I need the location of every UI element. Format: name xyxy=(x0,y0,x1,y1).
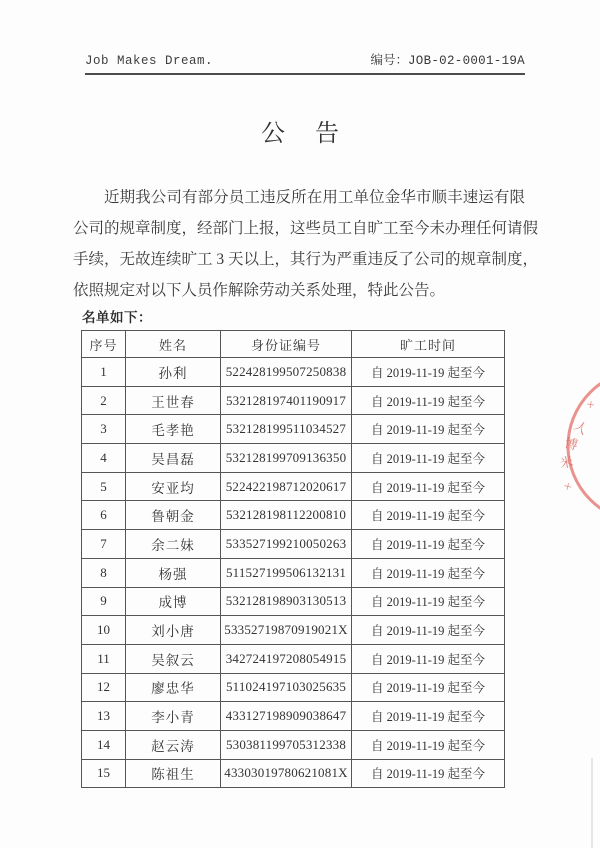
id-number: 511527199506132131 xyxy=(221,558,352,587)
employee-name: 王世春 xyxy=(126,386,221,415)
scanner-edge-artifact xyxy=(591,758,593,848)
id-number: 43303019780621081X xyxy=(221,759,352,788)
employee-name: 陈祖生 xyxy=(126,759,221,788)
row-number: 13 xyxy=(82,702,126,731)
table-row xyxy=(82,587,505,616)
row-number: 15 xyxy=(82,759,126,788)
roster-table xyxy=(81,330,505,788)
id-number: 532128198112200810 xyxy=(221,501,352,530)
roster-list-label: 名单如下： xyxy=(82,310,152,325)
employee-name: 孙利 xyxy=(126,358,221,387)
roster-table-body xyxy=(82,358,505,788)
id-number: 533527199210050263 xyxy=(221,530,352,559)
letterhead xyxy=(85,50,525,75)
row-number: 9 xyxy=(82,587,126,616)
seal-rim-character: 米 xyxy=(558,453,575,471)
id-number: 53352719870919021X xyxy=(221,616,352,645)
row-number: 3 xyxy=(82,415,126,444)
table-row xyxy=(82,530,505,559)
absence-period: 自 2019-11-19 起至今 xyxy=(352,702,505,731)
table-header-row xyxy=(82,331,505,358)
employee-name: 吴叙云 xyxy=(126,644,221,673)
paragraph-line: 近期我公司有部分员工违反所在用工单位金华市顺丰速运有限 xyxy=(104,189,525,206)
id-number: 532128199511034527 xyxy=(221,415,352,444)
table-row xyxy=(82,358,505,387)
employee-name: 安亚均 xyxy=(126,472,221,501)
seal-rim-character: 人 xyxy=(571,417,591,438)
employee-name: 成博 xyxy=(126,587,221,616)
absence-period: 自 2019-11-19 起至今 xyxy=(352,444,505,473)
employee-name: 赵云涛 xyxy=(126,730,221,759)
employee-name: 廖忠华 xyxy=(126,673,221,702)
row-number: 8 xyxy=(82,558,126,587)
row-number: 1 xyxy=(82,358,126,387)
id-number: 522428199507250838 xyxy=(221,358,352,387)
absence-period: 自 2019-11-19 起至今 xyxy=(352,472,505,501)
id-number: 532128199709136350 xyxy=(221,444,352,473)
employee-name: 毛孝艳 xyxy=(126,415,221,444)
page-title: 公 告 xyxy=(261,121,351,147)
absence-period: 自 2019-11-19 起至今 xyxy=(352,644,505,673)
id-number: 530381199705312338 xyxy=(221,730,352,759)
absence-period: 自 2019-11-19 起至今 xyxy=(352,759,505,788)
paragraph-line: 手续，无故连续旷工 3 天以上，其行为严重违反了公司的规章制度， xyxy=(73,251,539,268)
absence-period: 自 2019-11-19 起至今 xyxy=(352,530,505,559)
table-row xyxy=(82,415,505,444)
row-number: 4 xyxy=(82,444,126,473)
id-number: 522422198712020617 xyxy=(221,472,352,501)
absence-period: 自 2019-11-19 起至今 xyxy=(352,386,505,415)
table-row xyxy=(82,558,505,587)
employee-name: 李小青 xyxy=(126,702,221,731)
document-number-label: 编号： xyxy=(370,53,408,67)
employee-name: 刘小唐 xyxy=(126,616,221,645)
table-row xyxy=(82,702,505,731)
row-number: 12 xyxy=(82,673,126,702)
id-number: 433127198909038647 xyxy=(221,702,352,731)
table-row xyxy=(82,386,505,415)
employee-name: 吴昌磊 xyxy=(126,444,221,473)
document-number-value: JOB-02-0001-19A xyxy=(407,54,525,68)
absence-period: 自 2019-11-19 起至今 xyxy=(352,558,505,587)
column-header-absence-period: 旷工时间 xyxy=(352,331,505,358)
column-header-index: 序号 xyxy=(82,331,126,358)
absence-period: 自 2019-11-19 起至今 xyxy=(352,501,505,530)
row-number: 10 xyxy=(82,616,126,645)
absence-period: 自 2019-11-19 起至今 xyxy=(352,730,505,759)
absence-period: 自 2019-11-19 起至今 xyxy=(352,616,505,645)
id-number: 532128198903130513 xyxy=(221,587,352,616)
column-header-id-number: 身份证编号 xyxy=(221,331,352,358)
notice-paragraph xyxy=(73,182,539,306)
table-row xyxy=(82,501,505,530)
column-header-name: 姓名 xyxy=(126,331,221,358)
employee-name: 鲁朝金 xyxy=(126,501,221,530)
table-row xyxy=(82,472,505,501)
table-row xyxy=(82,644,505,673)
absence-period: 自 2019-11-19 起至今 xyxy=(352,673,505,702)
row-number: 11 xyxy=(82,644,126,673)
table-row xyxy=(82,616,505,645)
table-row xyxy=(82,444,505,473)
table-row xyxy=(82,673,505,702)
id-number: 342724197208054915 xyxy=(221,644,352,673)
absence-period: 自 2019-11-19 起至今 xyxy=(352,358,505,387)
row-number: 5 xyxy=(82,472,126,501)
row-number: 7 xyxy=(82,530,126,559)
employee-name: 余二妹 xyxy=(126,530,221,559)
document-number xyxy=(370,50,525,68)
paragraph-line: 公司的规章制度，经部门上报，这些员工自旷工至今未办理任何请假 xyxy=(73,220,539,237)
table-row xyxy=(82,759,505,788)
employee-name: 杨强 xyxy=(126,558,221,587)
partial-red-seal-stamp xyxy=(540,358,600,543)
id-number: 532128197401190917 xyxy=(221,386,352,415)
seal-rim-character: × xyxy=(582,397,600,412)
table-row xyxy=(82,730,505,759)
row-number: 14 xyxy=(82,730,126,759)
row-number: 6 xyxy=(82,501,126,530)
row-number: 2 xyxy=(82,386,126,415)
absence-period: 自 2019-11-19 起至今 xyxy=(352,587,505,616)
paragraph-line: 依照规定对以下人员作解除劳动关系处理，特此公告。 xyxy=(73,282,446,299)
company-slogan: Job Makes Dream. xyxy=(85,54,214,68)
id-number: 511024197103025635 xyxy=(221,673,352,702)
seal-rim-character: × xyxy=(560,477,575,495)
seal-rim-character: 博 xyxy=(563,435,580,453)
absence-period: 自 2019-11-19 起至今 xyxy=(352,415,505,444)
